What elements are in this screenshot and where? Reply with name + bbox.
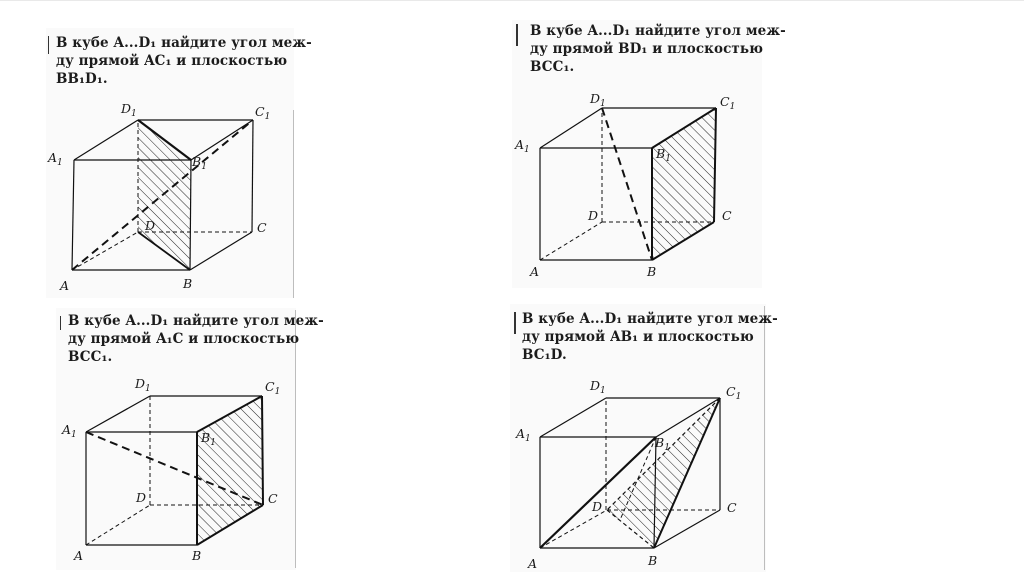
plane-bb1d1-1 xyxy=(138,120,191,270)
label-d-4: D xyxy=(592,499,603,514)
label-a-3: A xyxy=(74,548,84,563)
label-d1-3: $D_1$ xyxy=(135,376,151,394)
problem-2-line-2: ду прямой BD₁ и плоскостью xyxy=(530,41,764,57)
edge-a1-d1-4 xyxy=(540,398,606,437)
problem-3-line-1: В кубе A...D₁ найдите угол меж- xyxy=(68,313,324,329)
problem-4-line-3: BC₁D. xyxy=(522,347,567,363)
label-a-2: A xyxy=(530,264,540,279)
label-a-1: A xyxy=(60,278,70,293)
label-a1-1: $A_1$ xyxy=(48,150,63,168)
label-b-4: B xyxy=(648,553,658,568)
problem-2-line-3: BCC₁. xyxy=(530,59,575,75)
edge-a-d-hidden-1 xyxy=(72,232,138,270)
label-c1-1: $C_1$ xyxy=(255,104,271,122)
label-c-1: C xyxy=(257,220,267,235)
problem-3-line-3: BCC₁. xyxy=(68,349,113,365)
problem-4-line-1: В кубе A...D₁ найдите угол меж- xyxy=(522,311,778,327)
label-d-3: D xyxy=(136,490,147,505)
edge-a1-d1-3 xyxy=(86,396,150,432)
plane-bcc1-3 xyxy=(197,396,263,545)
label-d-2: D xyxy=(588,208,599,223)
label-d1-4: $D_1$ xyxy=(590,378,606,396)
edge-a1-d1-2 xyxy=(540,108,602,148)
cube-figure-1 xyxy=(72,120,253,270)
cube-figure-3 xyxy=(86,396,263,545)
label-b1-4: $B_1$ xyxy=(655,435,670,453)
label-c1-3: $C_1$ xyxy=(265,379,281,397)
edge-c-c1-1 xyxy=(252,120,253,232)
label-b-3: B xyxy=(192,548,202,563)
label-c-4: C xyxy=(727,500,737,515)
cube-figure-4 xyxy=(540,398,720,548)
edge-c-c1-3 xyxy=(262,396,263,505)
label-a1-2: $A_1$ xyxy=(515,137,530,155)
problem-1-line-3: BB₁D₁. xyxy=(56,71,108,87)
problem-4-line-2: ду прямой AB₁ и плоскостью xyxy=(522,329,754,345)
problem-2-line-1: В кубе A...D₁ найдите угол меж- xyxy=(530,23,786,39)
edge-a-d-hidden-3 xyxy=(86,505,150,545)
edge-a-d-hidden-2 xyxy=(540,222,602,260)
label-c1-4: $C_1$ xyxy=(726,384,742,402)
plane-bcc1-2 xyxy=(652,108,716,260)
label-d1-1: $D_1$ xyxy=(121,101,137,119)
label-b1-3: $B_1$ xyxy=(201,430,216,448)
edge-a-a1-1 xyxy=(72,160,74,270)
label-b1-1: $B_1$ xyxy=(192,154,207,172)
label-c1-2: $C_1$ xyxy=(720,94,736,112)
label-d-1: D xyxy=(145,218,156,233)
label-d1-2: $D_1$ xyxy=(590,91,606,109)
label-a1-3: $A_1$ xyxy=(62,422,77,440)
cube-figure-2 xyxy=(540,108,716,260)
label-a-4: A xyxy=(528,556,538,571)
line-bd1-2 xyxy=(602,108,652,260)
edge-b-c-1 xyxy=(190,232,252,270)
label-a1-4: $A_1$ xyxy=(516,426,531,444)
label-c-3: C xyxy=(268,491,278,506)
edge-a1-d1-1 xyxy=(74,120,138,160)
cube-labels-4 xyxy=(515,378,741,571)
problem-1-line-2: ду прямой AC₁ и плоскостью xyxy=(56,53,288,69)
label-b-1: B xyxy=(183,276,193,291)
label-c-2: C xyxy=(722,208,732,223)
problem-1-line-1: В кубе A...D₁ найдите угол меж- xyxy=(56,35,312,51)
label-b-2: B xyxy=(647,264,657,279)
problem-3-line-2: ду прямой A₁C и плоскостью xyxy=(68,331,300,347)
label-b1-2: $B_1$ xyxy=(656,146,671,164)
